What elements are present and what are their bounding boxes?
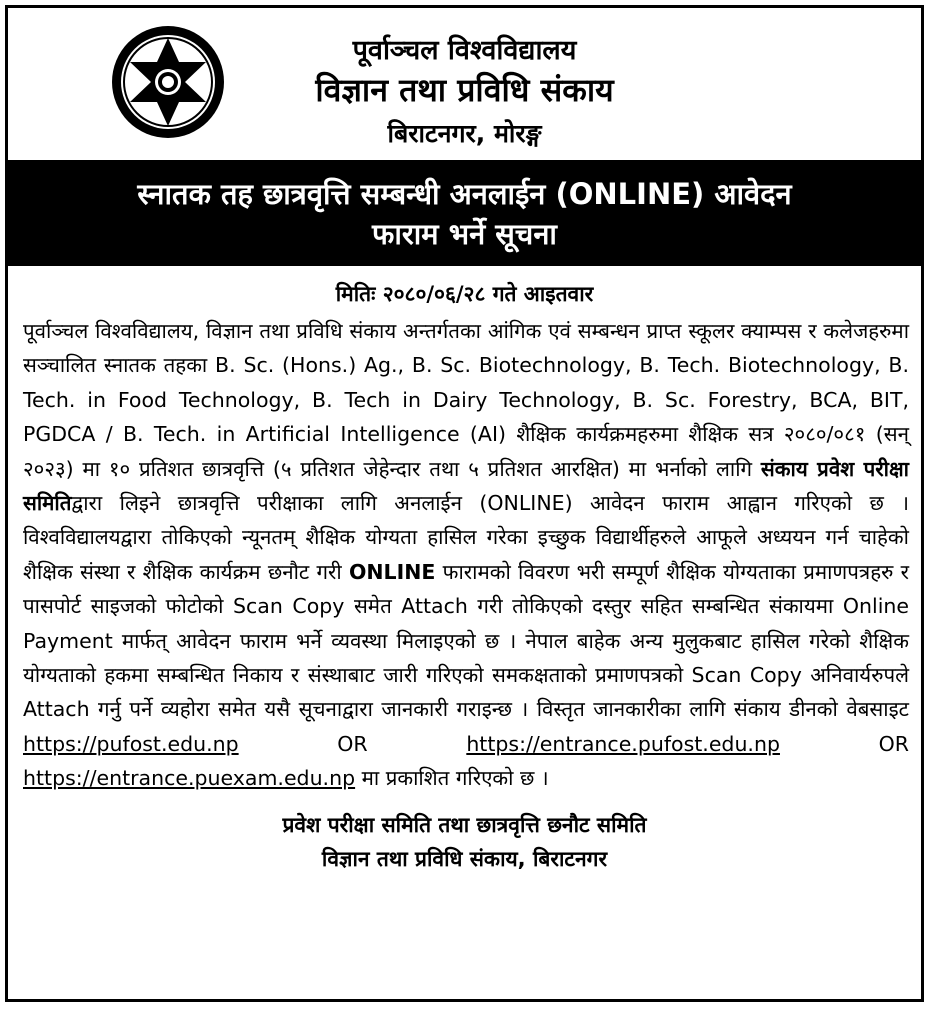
university-name: पूर्वाञ्चल विश्वविद्यालय (352, 35, 577, 66)
body-or-1: OR (238, 731, 467, 756)
notice-body (8, 314, 921, 796)
body-bold-committee: संकाय प्रवेश परीक्षा समिति (23, 456, 909, 516)
notice-frame (5, 5, 924, 1002)
notice-date: मितिः २०८०/०६/२८ गते आइतवार (335, 282, 594, 306)
body-part-2: द्वारा लिइने छात्रवृत्ति परीक्षाका लागि अनलाईन (ONLINE) आवेदन फाराम आह्वान गरिएको छ । विश्वविद्यालयद्वारा तोकिएको न्यूनतम् शैक्षिक योग्यता हासिल गरेका इच्छुक विद्यार्थीहरुले आफूले अध्ययन गर्न चाहेको शैक्षिक संस्था र शैक्षिक कार्यक्रम छनौट गरी (23, 491, 909, 584)
banner-line-1: स्नातक तह छात्रवृत्ति सम्बन्धी अनलाईन (ONLINE) आवेदन (137, 177, 792, 211)
body-or-2: OR (779, 731, 909, 756)
body-part-4: मा प्रकाशित गरिएको छ । (355, 766, 549, 791)
link-pufost[interactable]: https://pufost.edu.np (23, 731, 239, 756)
location: बिराटनगर, मोरङ्ग (387, 119, 542, 148)
faculty-name: विज्ञान तथा प्रविधि संकाय (315, 71, 614, 109)
signature-line-1: प्रवेश परीक्षा समिति तथा छात्रवृत्ति छनौट समिति (282, 812, 647, 837)
notice-signature (8, 808, 921, 876)
banner-line-2: फाराम भर्ने सूचना (372, 217, 557, 251)
link-entrance-puexam[interactable]: https://entrance.puexam.edu.np (23, 766, 356, 791)
notice-title-banner (8, 160, 921, 266)
signature-line-2: विज्ञान तथा प्रविधि संकाय, बिराटनगर (321, 846, 608, 871)
body-part-3: फारामको विवरण भरी सम्पूर्ण शैक्षिक योग्यताका प्रमाणपत्रहरु र पासपोर्ट साइजको फोटोको Scan Copy समेत Attach गरी तोकिएको दस्तुर सहित सम्बन्धित संकायमा Online Payment मार्फत् आवेदन फाराम भर्ने व्यवस्था मिलाइएको छ । नेपाल बाहेक अन्य मुलुकबाट हासिल गरेको शैक्षिक योग्यताको हकमा सम्बन्धित निकाय र संस्थाबाट जारी गरिएको समकक्षताको प्रमाणपत्रको Scan Copy अनिवार्यरुपले Attach गर्नु पर्ने व्यहोरा समेत यसै सूचनाद्वारा जानकारी गराइन्छ । विस्तृत जानकारीका लागि संकाय डीनको वेबसाइट (23, 559, 909, 722)
body-part-1: पूर्वाञ्चल विश्वविद्यालय, विज्ञान तथा प्रविधि संकाय अन्तर्गतका आंगिक एवं सम्बन्धन प्राप्त स्कूलर क्याम्पस र कलेजहरुमा सञ्चालित स्नातक तहका B. Sc. (Hons.) Ag., B. Sc. Biotechnology, B. Tech. Biotechnology, B. Tech. in Food Technology, B. Tech in Dairy Technology, B. Sc. Forestry, BCA, BIT, PGDCA / B. Tech. in Artificial Intelligence (AI) शैक्षिक कार्यक्रमहरुमा शैक्षिक सत्र २०८०/०८१ (सन् २०२३) मा १० प्रतिशत छात्रवृत्ति (५ प्रतिशत जेहेन्दार तथा ५ प्रतिशत आरक्षित) मा भर्नाको लागि (23, 319, 909, 481)
body-bold-online: ONLINE (348, 559, 436, 584)
link-entrance-pufost[interactable]: https://entrance.pufost.edu.np (466, 731, 780, 756)
notice-header (8, 8, 921, 160)
